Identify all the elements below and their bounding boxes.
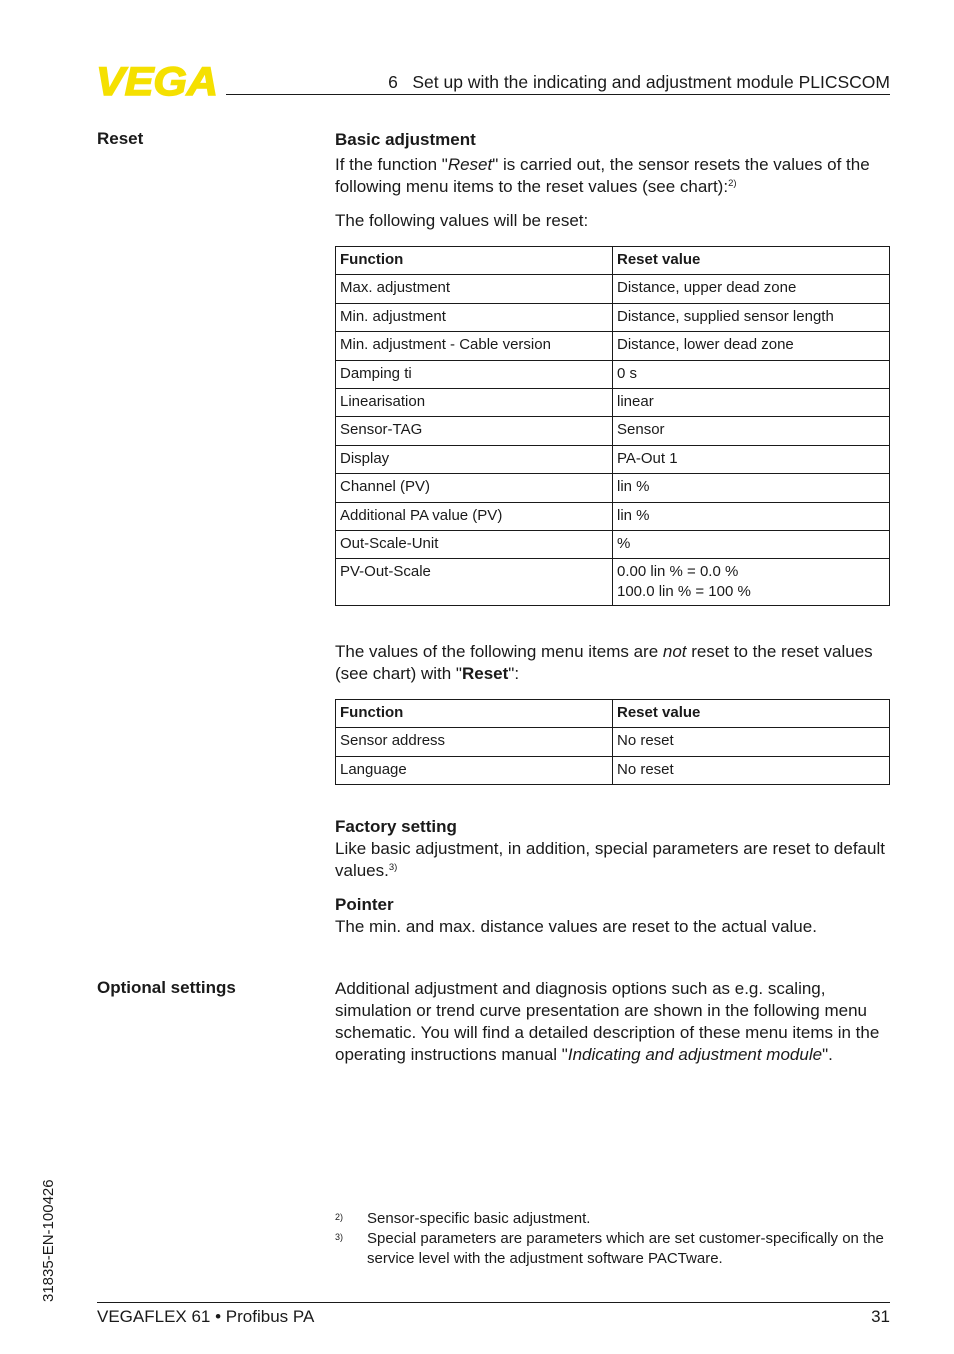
footnote-2-mark: 2): [335, 1212, 344, 1222]
basic-adjustment-heading: Basic adjustment: [335, 130, 476, 149]
factory-setting-text: [335, 838, 891, 882]
footnote-ref-3: 3): [388, 862, 398, 873]
table-row: [336, 445, 890, 473]
table-row: [336, 559, 890, 606]
footnote-3-text: Special parameters are parameters which are set customer-specifically on the service level with the adjustment software PACTware.: [367, 1230, 884, 1267]
table-row: [336, 417, 890, 445]
reset-value-cell: Sensor: [613, 417, 890, 445]
pointer-text: The min. and max. distance values are reset to the actual value.: [335, 917, 817, 936]
not-reset-paragraph: [335, 641, 891, 685]
reset-value-cell: No reset: [613, 756, 890, 784]
reset-value-cell: %: [613, 530, 890, 558]
reset-value-cell: 0 s: [613, 360, 890, 388]
not-reset-table: [335, 699, 890, 785]
reset-value-cell: lin %: [613, 502, 890, 530]
table-row: [336, 275, 890, 303]
footnote-ref-2: 2): [728, 178, 737, 189]
reset-value-cell: lin %: [613, 474, 890, 502]
reset-value-cell: linear: [613, 388, 890, 416]
header-rule: [226, 94, 890, 95]
function-cell: Out-Scale-Unit: [336, 530, 613, 558]
function-cell: Channel (PV): [336, 474, 613, 502]
not-reset-text-bold: Reset: [461, 664, 509, 683]
reset-value-cell: 0.00 lin % = 0.0 % 100.0 lin % = 100 %: [613, 559, 890, 606]
function-cell: Sensor address: [336, 728, 613, 756]
factory-text-body: Like basic adjustment, in addition, special parameters are reset to default values.: [335, 839, 885, 880]
header-reset-value: Reset value: [613, 700, 890, 728]
table-header-row: [336, 700, 890, 728]
table-row: [336, 502, 890, 530]
factory-setting-heading: Factory setting: [335, 817, 457, 836]
optional-settings-paragraph: [335, 978, 891, 1066]
footer-rule: [97, 1302, 890, 1303]
table-row: [336, 530, 890, 558]
reset-intro-paragraph: [335, 154, 891, 198]
footnote-2-text: Sensor-specific basic adjustment.: [367, 1210, 591, 1227]
function-cell: Damping ti: [336, 360, 613, 388]
optional-text-before: Additional adjustment and diagnosis options such as e.g. scaling, simulation or trend curve presentation are shown in the following menu schematic. You will find a detailed description of these menu items in the operating instructions manual ": [335, 979, 880, 1064]
reset-value-cell: Distance, lower dead zone: [613, 332, 890, 360]
function-cell: Max. adjustment: [336, 275, 613, 303]
reset-value-cell: PA-Out 1: [613, 445, 890, 473]
page-number: 31: [871, 1307, 890, 1326]
function-cell: Display: [336, 445, 613, 473]
footer-product: VEGAFLEX 61 • Profibus PA: [97, 1307, 315, 1326]
not-reset-text-italic: not: [662, 642, 687, 661]
footnote-3-mark: 3): [335, 1232, 344, 1242]
values-lead-text: The following values will be reset:: [335, 211, 589, 230]
not-reset-text-after: ":: [508, 664, 520, 683]
reset-value-cell: No reset: [613, 728, 890, 756]
header-function: Function: [336, 247, 613, 275]
not-reset-text-middle: reset to the reset values (see chart) with ": [335, 642, 873, 683]
table-row: [336, 360, 890, 388]
table-row: [336, 756, 890, 784]
function-cell: Linearisation: [336, 388, 613, 416]
header-reset-value: Reset value: [613, 247, 890, 275]
optional-settings-side-label: Optional settings: [97, 978, 236, 997]
table-row: [336, 474, 890, 502]
pointer-heading: Pointer: [335, 895, 394, 914]
chapter-title: 6 Set up with the indicating and adjustment module PLICSCOM: [388, 72, 890, 92]
logo-text: VEGA: [96, 64, 218, 98]
table-row: [336, 388, 890, 416]
intro-text-italic: Reset: [447, 155, 493, 174]
intro-text-after: " is carried out, the sensor resets the values of the following menu items to the reset values (see chart):: [335, 155, 870, 196]
optional-text-italic: Indicating and adjustment module: [567, 1045, 823, 1064]
document-code: 31835-EN-100426: [40, 1179, 57, 1302]
table-row: [336, 728, 890, 756]
function-cell: Language: [336, 756, 613, 784]
header-function: Function: [336, 700, 613, 728]
reset-values-table: [335, 246, 890, 606]
function-cell: PV-Out-Scale: [336, 559, 613, 606]
intro-text-before: If the function ": [335, 155, 448, 174]
reset-value-cell: Distance, supplied sensor length: [613, 303, 890, 331]
not-reset-text-before: The values of the following menu items are: [335, 642, 663, 661]
function-cell: Additional PA value (PV): [336, 502, 613, 530]
table-row: [336, 332, 890, 360]
function-cell: Min. adjustment - Cable version: [336, 332, 613, 360]
reset-value-cell: Distance, upper dead zone: [613, 275, 890, 303]
reset-side-label: Reset: [97, 129, 144, 148]
function-cell: Sensor-TAG: [336, 417, 613, 445]
table-header-row: [336, 247, 890, 275]
function-cell: Min. adjustment: [336, 303, 613, 331]
optional-text-after: ".: [822, 1045, 833, 1064]
vega-logo: [96, 64, 220, 98]
table-row: [336, 303, 890, 331]
